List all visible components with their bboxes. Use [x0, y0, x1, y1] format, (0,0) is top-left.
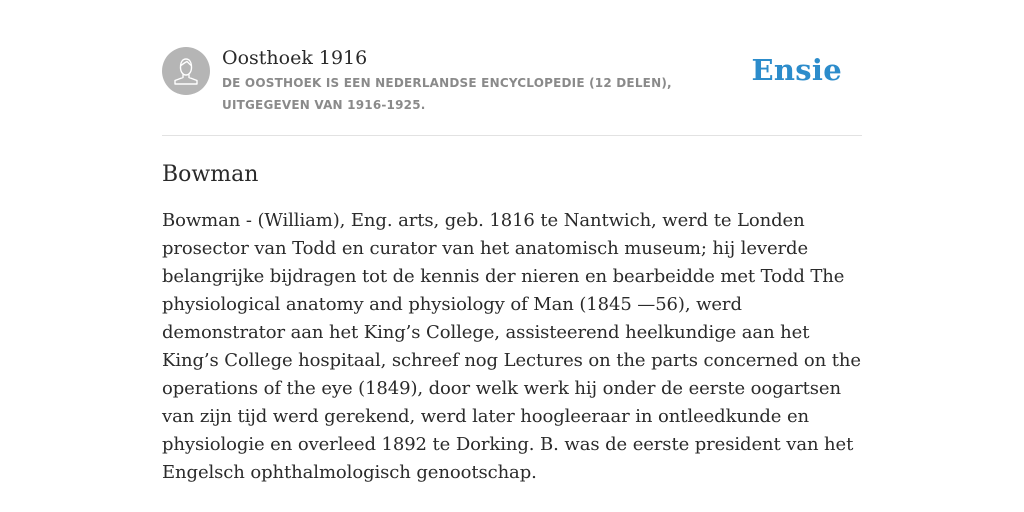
ensie-logo[interactable]: Ensie [751, 53, 842, 87]
source-avatar [162, 47, 210, 95]
article [162, 155, 862, 487]
user-silhouette-icon [162, 47, 210, 95]
source-header [162, 44, 862, 136]
article-title: Bowman [162, 162, 259, 187]
article-body: Bowman - (William), Eng. arts, geb. 1816 te Nantwich, werd te Londen prosector van Todd en curator van het anatomisch museum; hij leverde belangrijke bijdragen tot de kennis der nieren en bearbeidde met Todd The physiological anatomy and physiology of Man (1845 —56), werd demonstrator aan het King’s College, assisteerend heelkundige aan het King’s College hospitaal, schreef nog Lectures on the parts concerned on the operations of the eye (1849), door welk werk hij onder de eerste oogartsen van zijn tijd werd gerekend, werd later hoogleeraar in ontleedkunde en physiologie en overleed 1892 te Dorking. B. was de eerste president van het Engelsch ophthalmologisch genootschap. [162, 210, 861, 483]
source-info [222, 44, 762, 116]
source-description: DE OOSTHOEK IS EEN NEDERLANDSE ENCYCLOPEDIE (12 DELEN), UITGEGEVEN VAN 1916-1925. [222, 76, 672, 112]
source-name[interactable]: Oosthoek 1916 [222, 47, 368, 69]
